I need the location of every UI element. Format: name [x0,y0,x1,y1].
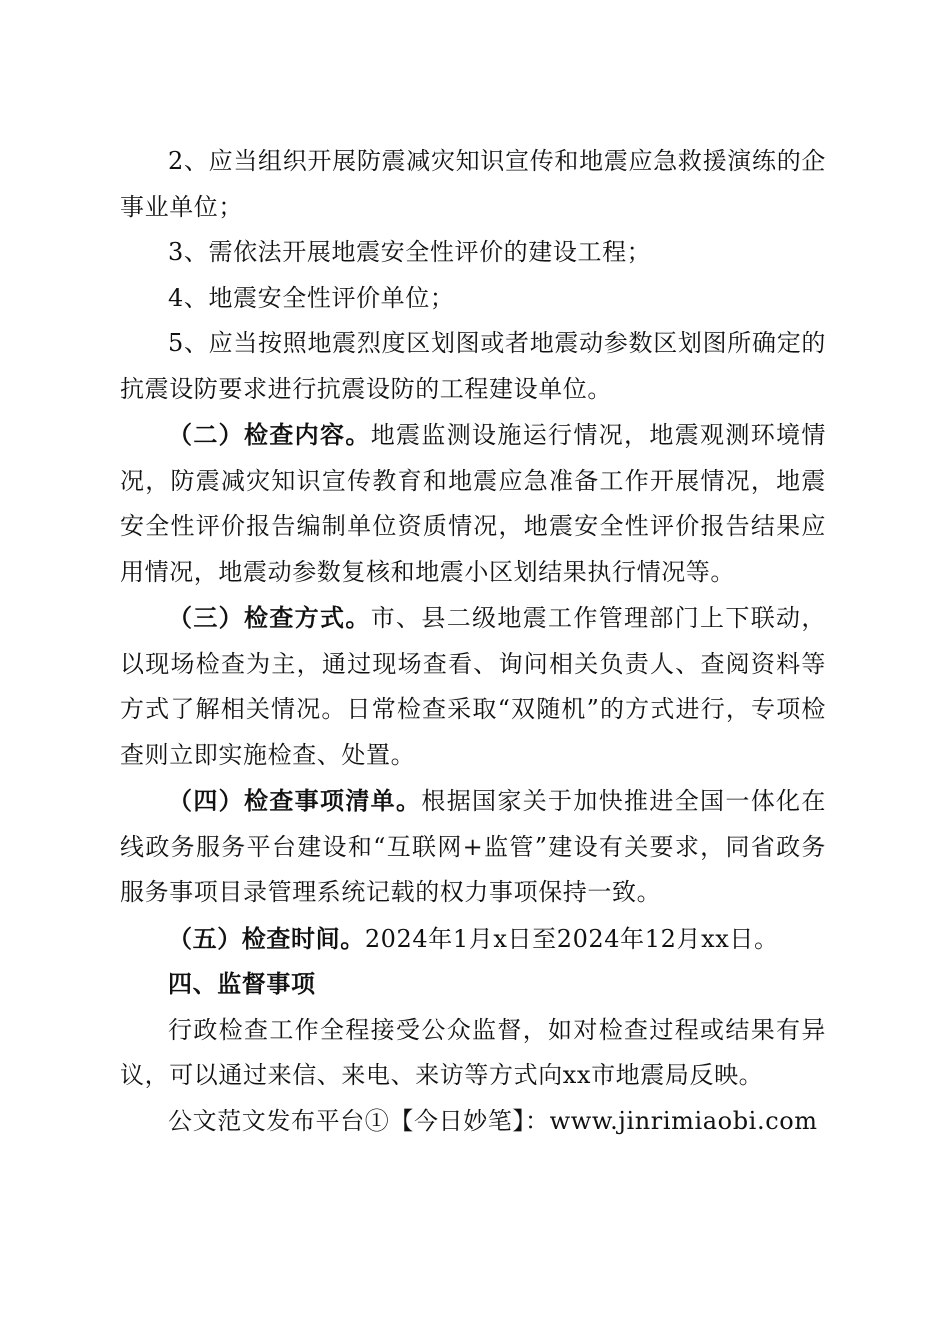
list-item-4: 4、地震安全性评价单位； [168,283,455,312]
section-text: 地震监测设施运行情况，地震观测环境情况，防震减灾知识宣传教育和地震应急准备工作开展情况，地震安全性评价报告编制单位资质情况，地震安全性评价报告结果应用情况，地震动参数复核和地震小区划结果执行情况等。 [120,421,826,586]
section-text: 根据国家关于加快推进全国一体化在线政务服务平台建设和“互联网+监管”建设有关要求，同省政务服务事项目录管理系统记载的权力事项保持一致。 [120,787,826,906]
section-inspection-method [120,595,826,778]
list-item-3: 3、需依法开展地震安全性评价的建设工程； [168,238,652,266]
section-inspection-content [120,412,826,595]
footer-source-line: 公文范文发布平台①【今日妙笔】：www.jinrimiaobi.com [168,1106,818,1135]
document-body [120,139,826,1144]
list-item-2: 2、应当组织开展防震减灾知识宣传和地震应急救援演练的企事业单位； [120,147,826,221]
section-lead: （三）检查方式。 [168,603,371,632]
section-text: 2024年1月x日至2024年12月xx日。 [364,924,779,953]
section-lead: （五）检查时间。 [168,923,365,953]
supervision-paragraph: 行政检查工作全程接受公众监督，如对检查过程或结果有异议，可以通过来信、来电、来访等方式向xx市地震局反映。 [120,1015,826,1089]
list-item-5: 5、应当按照地震烈度区划图或者地震动参数区划图所确定的抗震设防要求进行抗震设防的工程建设单位。 [120,329,826,403]
section-lead: （二）检查内容。 [168,420,371,449]
section-lead: （四）检查事项清单。 [168,786,422,815]
section-inspection-list [120,778,826,916]
section-text: 市、县二级地震工作管理部门上下联动，以现场检查为主，通过现场查看、询问相关负责人、查阅资料等方式了解相关情况。日常检查采取“双随机”的方式进行，专项检查则立即实施检查、处置。 [120,604,826,769]
heading-supervision: 四、监督事项 [168,970,316,998]
section-inspection-time [120,916,826,963]
